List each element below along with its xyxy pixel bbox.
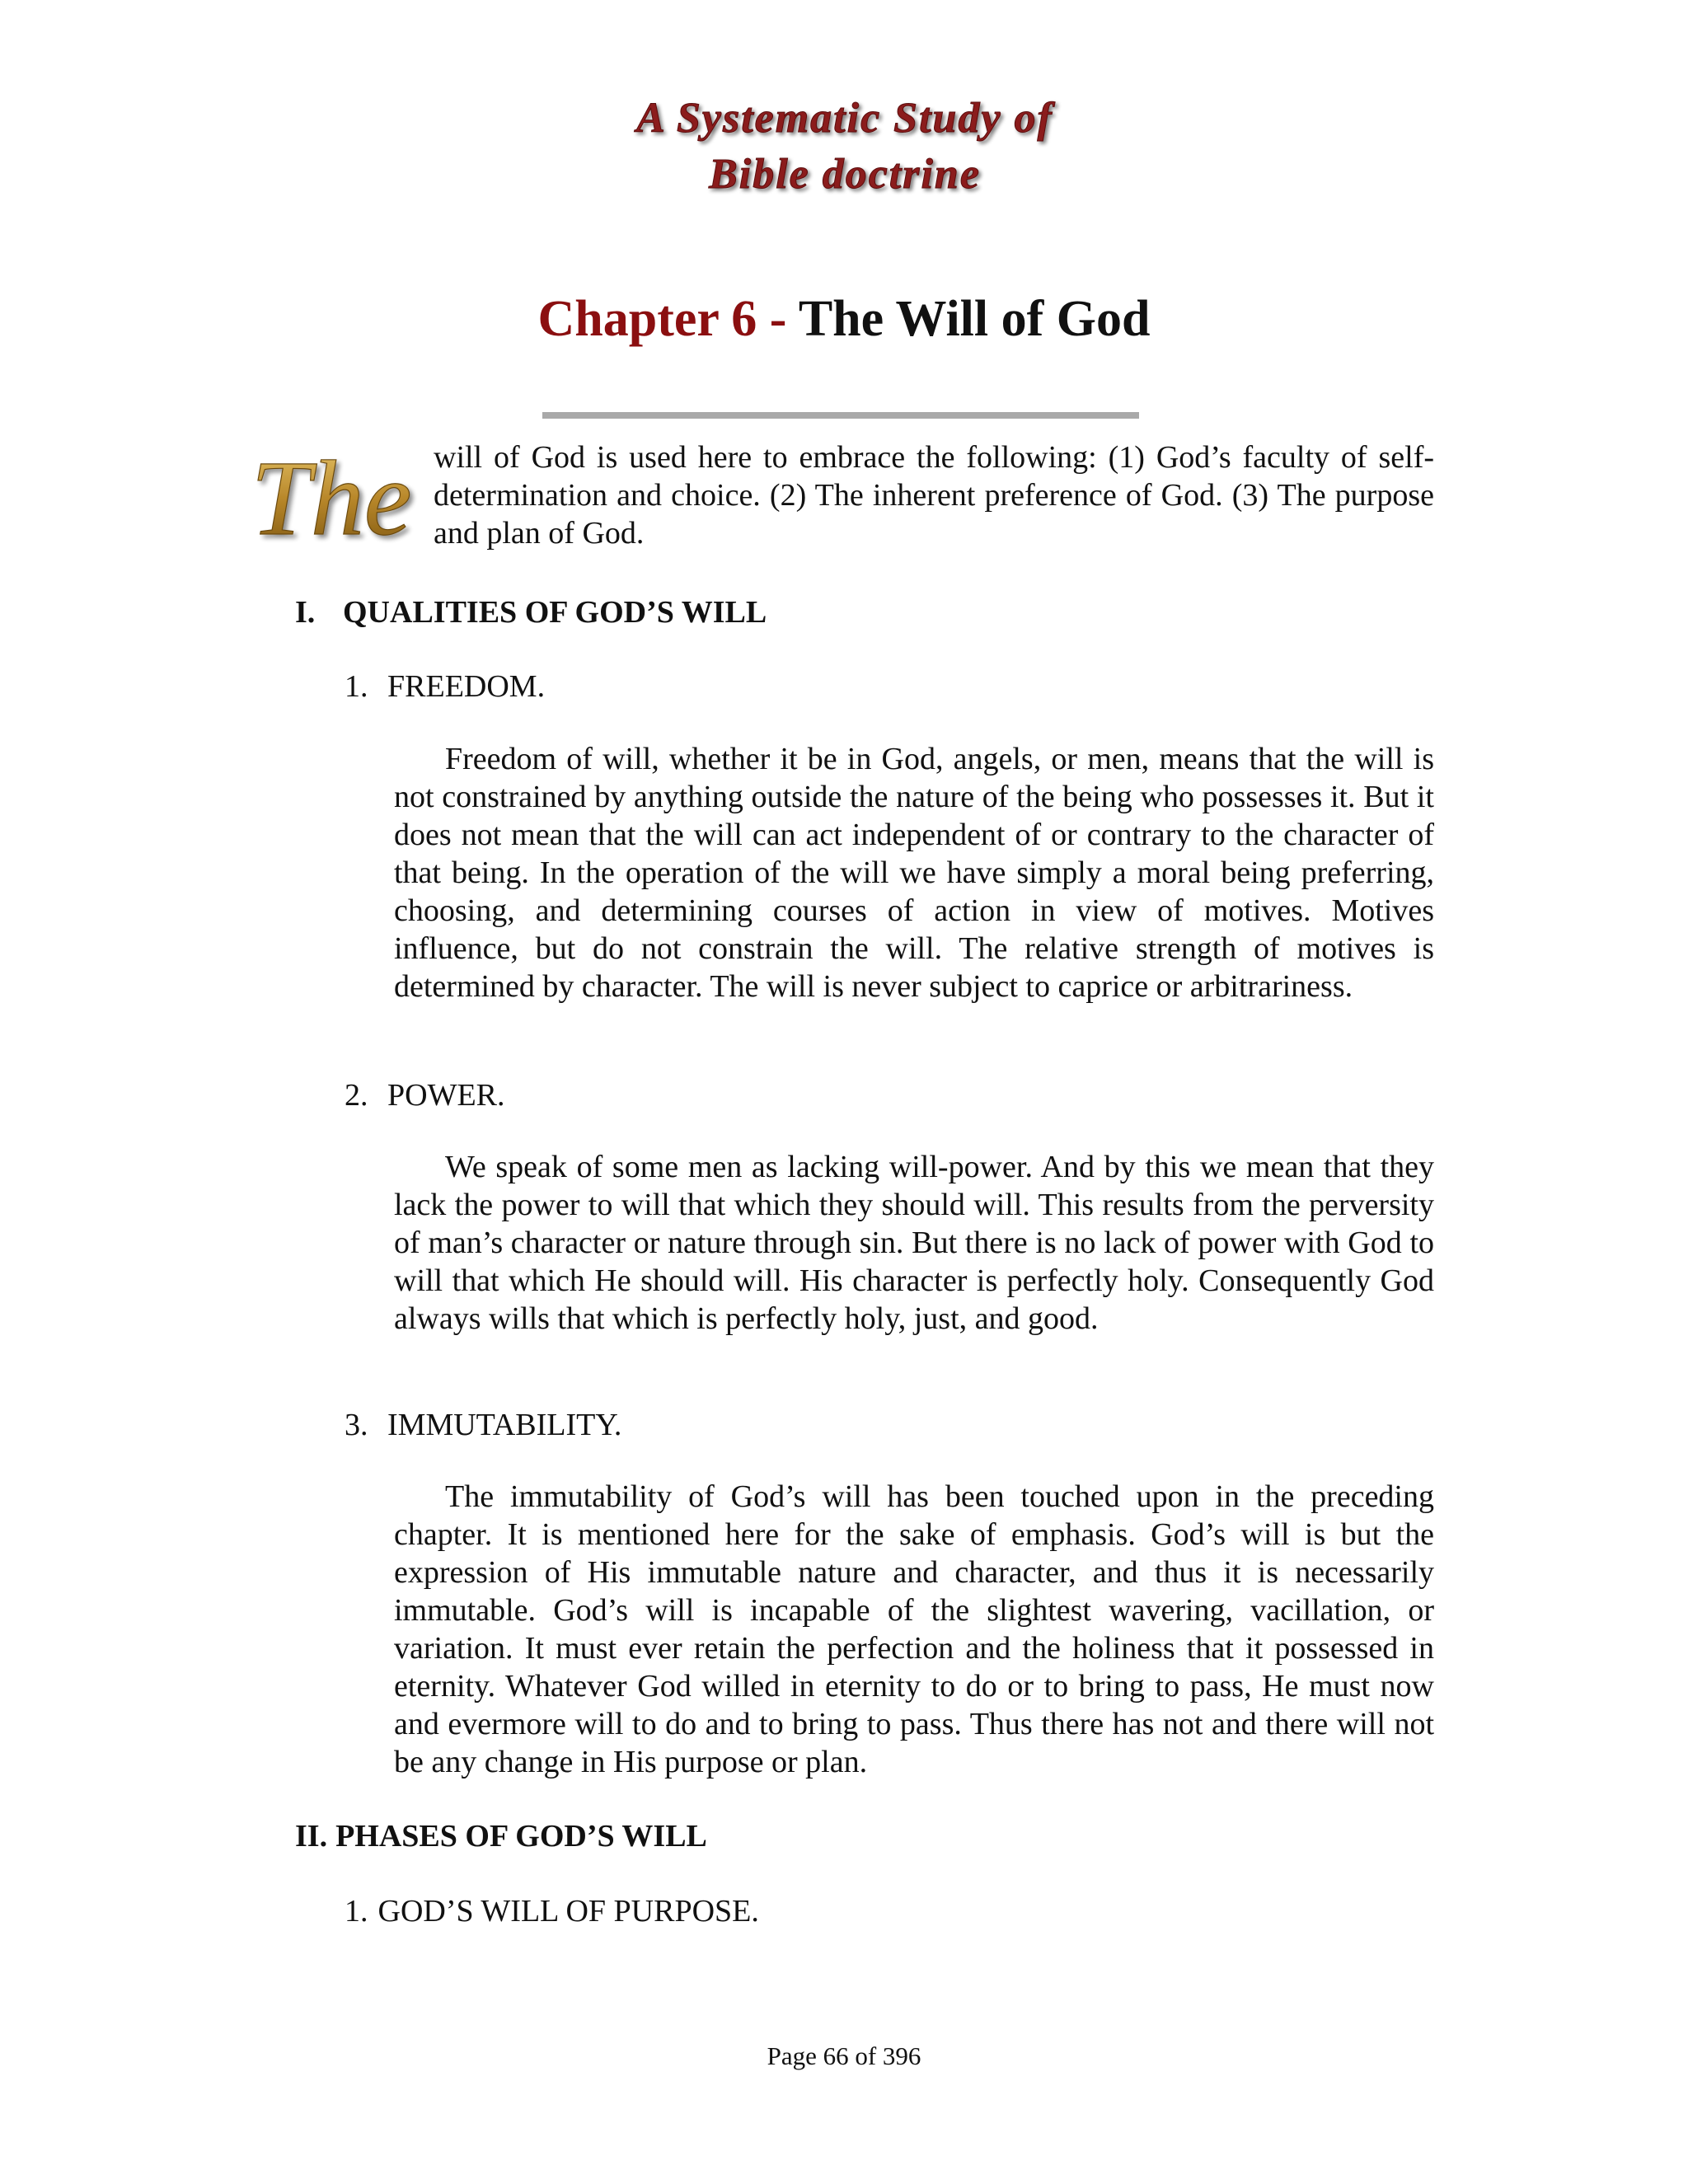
subheading-freedom — [345, 668, 545, 705]
section-heading-qualities — [295, 593, 767, 631]
page-number: Page 66 of 396 — [767, 2041, 921, 2070]
section-title: QUALITIES OF GOD’S WILL — [343, 595, 767, 630]
section-number: II. — [295, 1819, 328, 1854]
subheading-title: GOD’S WILL OF PURPOSE. — [377, 1894, 759, 1929]
paragraph-power: We speak of some men as lacking will-power. And by this we mean that they lack the power to will that which they should will. This results from the perversity of man’s character or nature through sin. But there is no lack of power with God to will that which He should will. His character is perfectly holy. Consequently God always wills that which is perfectly holy, just, and good. — [394, 1150, 1434, 1336]
subheading-immutability — [345, 1406, 621, 1444]
subheading-title: IMMUTABILITY. — [387, 1408, 622, 1442]
subheading-number: 1. — [345, 1894, 368, 1929]
subheading-number: 3. — [345, 1408, 368, 1442]
book-title-line2: Bible doctrine — [709, 151, 981, 198]
section-heading-phases — [295, 1817, 707, 1855]
dropcap-text: The — [251, 439, 412, 558]
subheading-title: POWER. — [387, 1078, 505, 1113]
heading-divider — [542, 412, 1139, 419]
chapter-heading — [0, 288, 1688, 349]
subheading-number: 1. — [345, 669, 368, 704]
paragraph-freedom: Freedom of will, whether it be in God, angels, or men, means that the will is not constrained by anything outside the nature of the being who possesses it. But it does not mean that the will can act independent of or contrary to the character of that being. In the operation of the will we have simply a moral being preferring, choosing, and determining courses of action in view of motives. Motives influence, but do not constrain the will. The relative strength of motives is determined by character. The will is never subject to caprice or arbitrariness. — [394, 742, 1434, 1004]
subheading-title: FREEDOM. — [387, 669, 546, 704]
subheading-will-of-purpose — [345, 1892, 759, 1930]
intro-paragraph: will of God is used here to embrace the following: (1) God’s faculty of self-determination and choice. (2) The inherent preference of God. (3) The purpose and plan of God. — [434, 440, 1434, 551]
chapter-title: The Will of God — [798, 291, 1151, 347]
section-number: I. — [295, 595, 316, 630]
book-title-logo — [495, 91, 1195, 214]
subheading-number: 2. — [345, 1078, 368, 1113]
paragraph-immutability: The immutability of God’s will has been touched upon in the preceding chapter. It is mentioned here for the sake of emphasis. God’s will is but the expression of His immutable nature and character, and thus it is necessarily immutable. God’s will is incapable of the slightest wavering, vacillation, or variation. It must ever retain the perfection and the holiness that it possessed in eternity. Whatever God willed in eternity to do or to bring to pass, He must now and evermore will to do and to bring to pass. Thus there has not and there will not be any change in His purpose or plan. — [394, 1479, 1434, 1779]
section-title: PHASES OF GOD’S WILL — [335, 1819, 707, 1854]
subheading-power — [345, 1076, 505, 1114]
book-title-line1: A Systematic Study of — [636, 95, 1053, 142]
dropcap-the — [239, 437, 424, 560]
chapter-number: Chapter 6 - — [537, 291, 799, 347]
